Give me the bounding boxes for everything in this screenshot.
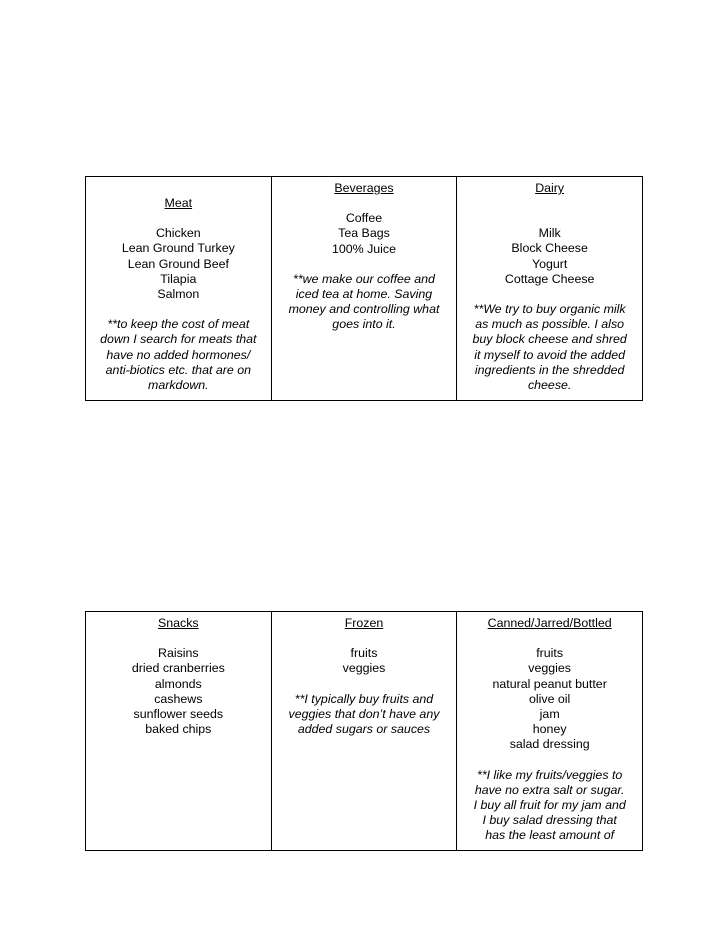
beverages-note-line: **we make our coffee and xyxy=(293,271,435,286)
meat-note-line: anti-biotics etc. that are on xyxy=(105,362,251,377)
snacks-item: dried cranberries xyxy=(131,661,225,676)
canned-note-line: I buy salad dressing that xyxy=(482,813,617,828)
canned-item: natural peanut butter xyxy=(492,676,607,691)
canned-note-line: I buy all fruit for my jam and xyxy=(473,798,626,813)
snacks-item: Raisins xyxy=(158,646,199,661)
meat-note-line: markdown. xyxy=(148,378,209,393)
beverages-cell xyxy=(271,177,457,401)
frozen-note-line: veggies that don’t have any xyxy=(288,706,440,721)
dairy-item: Cottage Cheese xyxy=(504,271,595,286)
canned-note-line: has the least amount of xyxy=(485,828,615,843)
meat-item: Tilapia xyxy=(160,271,197,286)
grocery-table-top xyxy=(85,176,643,401)
meat-cell xyxy=(86,177,272,401)
snacks-item: cashews xyxy=(154,691,203,706)
snacks-item: almonds xyxy=(154,676,202,691)
meat-note-line: down I search for meats that xyxy=(100,332,257,347)
beverages-item: 100% Juice xyxy=(331,241,397,256)
canned-item: jam xyxy=(539,707,560,722)
meat-item: Lean Ground Beef xyxy=(127,256,229,271)
meat-heading: Meat xyxy=(164,196,193,210)
frozen-note-line: **I typically buy fruits and xyxy=(294,691,434,706)
grocery-table-bottom xyxy=(85,611,643,851)
meat-item: Lean Ground Turkey xyxy=(121,241,235,256)
beverages-note-line: money and controlling what xyxy=(288,302,440,317)
dairy-cell xyxy=(457,177,643,401)
canned-item: fruits xyxy=(536,646,564,661)
dairy-heading: Dairy xyxy=(535,181,565,195)
meat-note-line: **to keep the cost of meat xyxy=(107,317,250,332)
canned-heading: Canned/Jarred/Bottled xyxy=(487,616,612,630)
meat-note-line: have no added hormones/ xyxy=(106,347,251,362)
canned-item: veggies xyxy=(528,661,572,676)
frozen-heading: Frozen xyxy=(344,616,384,630)
meat-item: Chicken xyxy=(155,226,201,241)
snacks-heading: Snacks xyxy=(158,616,199,630)
dairy-item: Milk xyxy=(538,226,561,241)
dairy-note-line: **We try to buy organic milk xyxy=(473,302,626,317)
dairy-note-line: buy block cheese and shred xyxy=(472,332,627,347)
dairy-note-line: it myself to avoid the added xyxy=(474,347,626,362)
frozen-cell xyxy=(271,612,457,851)
beverages-item: Coffee xyxy=(345,211,383,226)
meat-item: Salmon xyxy=(157,287,200,302)
canned-item: salad dressing xyxy=(509,737,590,752)
snacks-item: sunflower seeds xyxy=(133,707,224,722)
dairy-note-line: ingredients in the shredded xyxy=(474,362,625,377)
beverages-item: Tea Bags xyxy=(338,226,390,241)
canned-item: honey xyxy=(532,722,567,737)
dairy-note-line: cheese. xyxy=(527,378,572,393)
dairy-note-line: as much as possible. I also xyxy=(475,317,625,332)
beverages-note-line: goes into it. xyxy=(332,317,396,332)
canned-note-line: have no extra salt or sugar. xyxy=(474,782,625,797)
beverages-heading: Beverages xyxy=(334,181,394,195)
snacks-item: baked chips xyxy=(145,722,212,737)
canned-cell xyxy=(457,612,643,851)
snacks-cell xyxy=(86,612,272,851)
frozen-note-line: added sugars or sauces xyxy=(297,722,431,737)
frozen-item: veggies xyxy=(342,661,386,676)
canned-note-line: **I like my fruits/veggies to xyxy=(477,767,623,782)
dairy-item: Block Cheese xyxy=(511,241,588,256)
canned-item: olive oil xyxy=(528,691,571,706)
dairy-item: Yogurt xyxy=(531,256,568,271)
frozen-item: fruits xyxy=(350,646,378,661)
beverages-note-line: iced tea at home. Saving xyxy=(295,287,433,302)
